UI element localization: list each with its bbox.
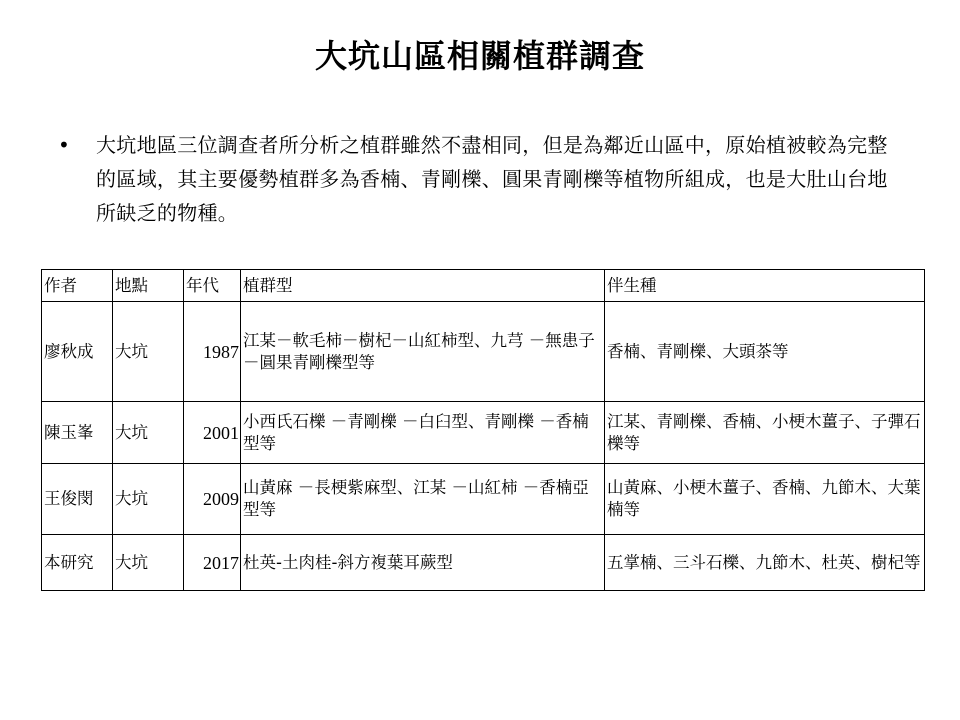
cell-companion-species: 山黃麻、小梗木薑子、香楠、九節木、大葉楠等 <box>605 464 925 535</box>
cell-author: 廖秋成 <box>42 302 113 402</box>
slide-title: 大坑山區相關植群調查 <box>314 37 645 75</box>
cell-vegetation-type: 小西氏石櫟 －青剛櫟 －白臼型、青剛櫟 －香楠型等 <box>241 402 605 464</box>
cell-year: 2017 <box>184 535 241 591</box>
cell-location: 大坑 <box>113 535 184 591</box>
header-companion-species: 伴生種 <box>605 270 925 302</box>
cell-author: 王俊閔 <box>42 464 113 535</box>
header-location: 地點 <box>113 270 184 302</box>
cell-author: 本研究 <box>42 535 113 591</box>
bullet-marker: • <box>58 133 70 157</box>
header-author: 作者 <box>42 270 113 302</box>
header-vegetation-type: 植群型 <box>241 270 605 302</box>
cell-vegetation-type: 山黃麻 －長梗紫麻型、江某 －山紅柿 －香楠亞型等 <box>241 464 605 535</box>
cell-location: 大坑 <box>113 464 184 535</box>
cell-companion-species: 江某、青剛櫟、香楠、小梗木薑子、子彈石櫟等 <box>605 402 925 464</box>
cell-year: 2001 <box>184 402 241 464</box>
table-row <box>42 464 925 535</box>
table-row <box>42 402 925 464</box>
vegetation-survey-table <box>41 269 925 591</box>
cell-year: 2009 <box>184 464 241 535</box>
header-year: 年代 <box>184 270 241 302</box>
cell-location: 大坑 <box>113 302 184 402</box>
cell-location: 大坑 <box>113 402 184 464</box>
cell-companion-species: 香楠、青剛櫟、大頭茶等 <box>605 302 925 402</box>
cell-companion-species: 五掌楠、三斗石櫟、九節木、杜英、樹杞等 <box>605 535 925 591</box>
cell-vegetation-type: 江某－軟毛柿－樹杞－山紅柿型、九芎 －無患子 －圓果青剛櫟型等 <box>241 302 605 402</box>
table-row <box>42 535 925 591</box>
table-header-row <box>42 270 925 302</box>
cell-year: 1987 <box>184 302 241 402</box>
cell-author: 陳玉峯 <box>42 402 113 464</box>
bullet-text: 大坑地區三位調查者所分析之植群雖然不盡相同，但是為鄰近山區中，原始植被較為完整的區域，其主要優勢植群多為香楠、青剛櫟、圓果青剛櫟等植物所組成，也是大肚山台地所缺乏的物種。 <box>96 133 888 225</box>
cell-vegetation-type: 杜英-土肉桂-斜方複葉耳蕨型 <box>241 535 605 591</box>
bullet-paragraph <box>58 128 908 230</box>
table-row <box>42 302 925 402</box>
